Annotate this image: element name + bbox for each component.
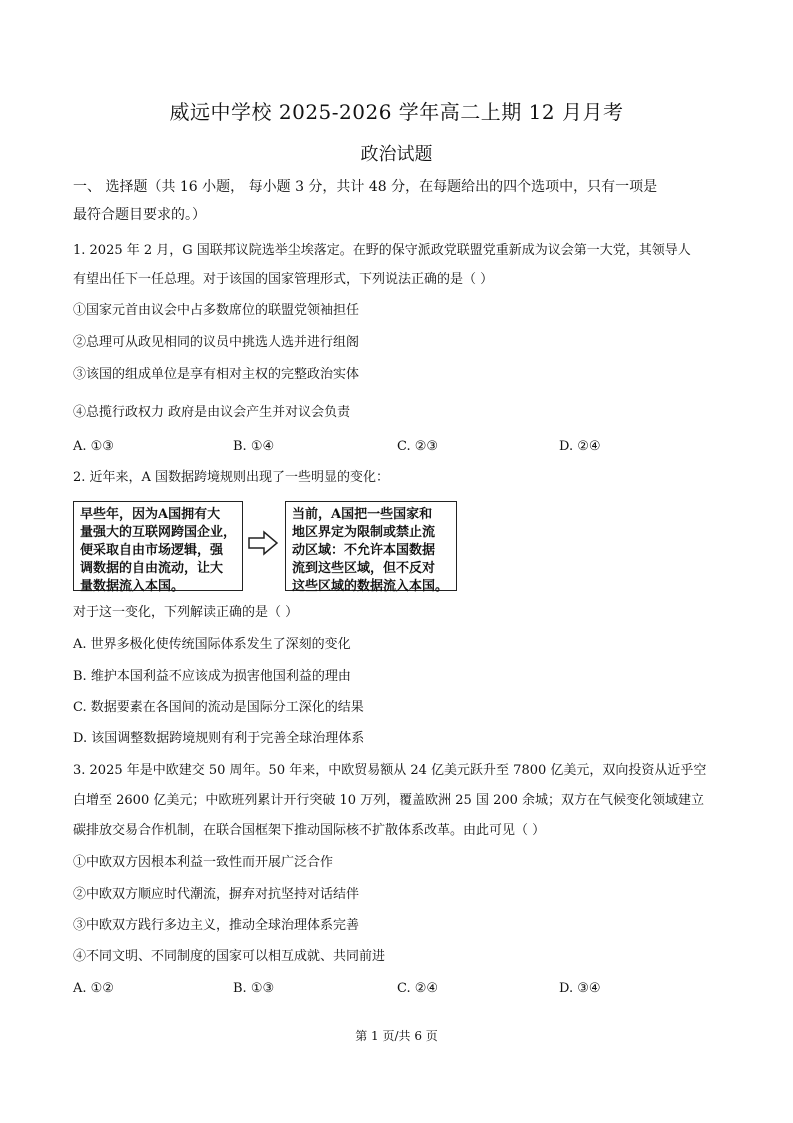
q1-statement-4: ④总揽行政权力 政府是由议会产生并对议会负责 [73, 405, 351, 420]
q3-statement-2: ②中欧双方顺应时代潮流，摒弃对抗坚持对话结伴 [73, 887, 360, 902]
q1-stem-line2: 有望出任下一任总理。对于该国的国家管理形式，下列说法正确的是（ ） [73, 272, 494, 287]
q2-box-before-line: 便采取自由市场逻辑，强 [80, 543, 224, 558]
q3-stem-line1: 3. 2025 年是中欧建交 50 周年。50 年来，中欧贸易额从 24 亿美元跃升至 7800 亿美元，双向投资从近乎空 [73, 763, 707, 778]
q1-options [73, 439, 723, 457]
q2-stem: 2. 近年来，A 国数据跨境规则出现了一些明显的变化： [73, 470, 390, 485]
q3-statement-4: ④不同文明、不同制度的国家可以相互成就、共同前进 [73, 949, 386, 964]
exam-title: 威远中学校 2025-2026 学年高二上期 12 月月考 [169, 100, 624, 124]
q2-box-before-line: 量数据流入本国。 [80, 579, 185, 594]
q2-option-d[interactable]: D. 该国调整数据跨境规则有利于完善全球治理体系 [73, 731, 365, 746]
q3-options [73, 981, 723, 999]
q2-box-before-line: 调数据的自由流动，让大 [80, 561, 224, 576]
q2-option-b[interactable]: B. 维护本国利益不应该成为损害他国利益的理由 [73, 669, 351, 684]
q3-option-c[interactable]: C. ②④ [397, 981, 439, 996]
q3-statement-1: ①中欧双方因根本利益一致性而开展广泛合作 [73, 855, 334, 870]
q3-option-a[interactable]: A. ①② [73, 981, 114, 996]
section-heading-cont: 最符合题目要求的。） [73, 207, 206, 223]
q3-option-d[interactable]: D. ③④ [559, 981, 601, 996]
q1-option-d[interactable]: D. ②④ [559, 439, 601, 454]
q1-option-b[interactable]: B. ①④ [233, 439, 275, 454]
q3-statement-3: ③中欧双方践行多边主义，推动全球治理体系完善 [73, 918, 360, 933]
q2-box-after-line: 动区域：不允许本国数据 [292, 543, 436, 558]
q1-option-a[interactable]: A. ①③ [73, 439, 114, 454]
exam-subtitle: 政治试题 [360, 144, 433, 165]
q3-stem-line3: 碳排放交易合作机制，在联合国框架下推动国际核不扩散体系改革。由此可见（ ） [73, 823, 546, 838]
q2-box-after [285, 501, 457, 594]
q1-stem-line1: 1. 2025 年 2 月，G 国联邦议院选举尘埃落定。在野的保守派政党联盟党重新成为议会第一大党，其领导人 [73, 243, 691, 258]
q2-question: 对于这一变化，下列解读正确的是（ ） [73, 605, 299, 620]
q2-option-a[interactable]: A. 世界多极化使传统国际体系发生了深刻的变化 [73, 637, 351, 652]
q1-statement-1: ①国家元首由议会中占多数席位的联盟党领袖担任 [73, 303, 360, 318]
q2-box-before [73, 501, 243, 594]
q1-statement-2: ②总理可从政见相同的议员中挑选人选并进行组阁 [73, 335, 360, 350]
section-heading: 一、 选择题（共 16 小题， 每小题 3 分，共计 48 分，在每题给出的四个选项中，只有一项是 [73, 179, 658, 195]
q2-option-c[interactable]: C. 数据要素在各国间的流动是国际分工深化的结果 [73, 700, 364, 715]
page-footer: 第 1 页/共 6 页 [355, 1029, 438, 1043]
q2-box-after-line: 地区界定为限制或禁止流 [292, 525, 436, 540]
q2-box-after-line: 流到这些区域，但不反对 [292, 561, 436, 576]
right-arrow-icon [248, 530, 278, 556]
q2-box-after-line: 当前，A国把一些国家和 [292, 507, 433, 522]
q2-box-after-line: 这些区域的数据流入本国。 [292, 579, 449, 594]
q3-option-b[interactable]: B. ①③ [233, 981, 275, 996]
q2-box-before-line: 早些年，因为A国拥有大 [80, 507, 221, 522]
q1-option-c[interactable]: C. ②③ [397, 439, 439, 454]
q3-stem-line2: 白增至 2600 亿美元；中欧班列累计开行突破 10 万列，覆盖欧洲 25 国 200 余城；双方在气候变化领域建立 [73, 793, 705, 808]
q1-statement-3: ③该国的组成单位是享有相对主权的完整政治实体 [73, 367, 360, 382]
q2-box-before-line: 量强大的互联网跨国企业， [80, 525, 237, 540]
